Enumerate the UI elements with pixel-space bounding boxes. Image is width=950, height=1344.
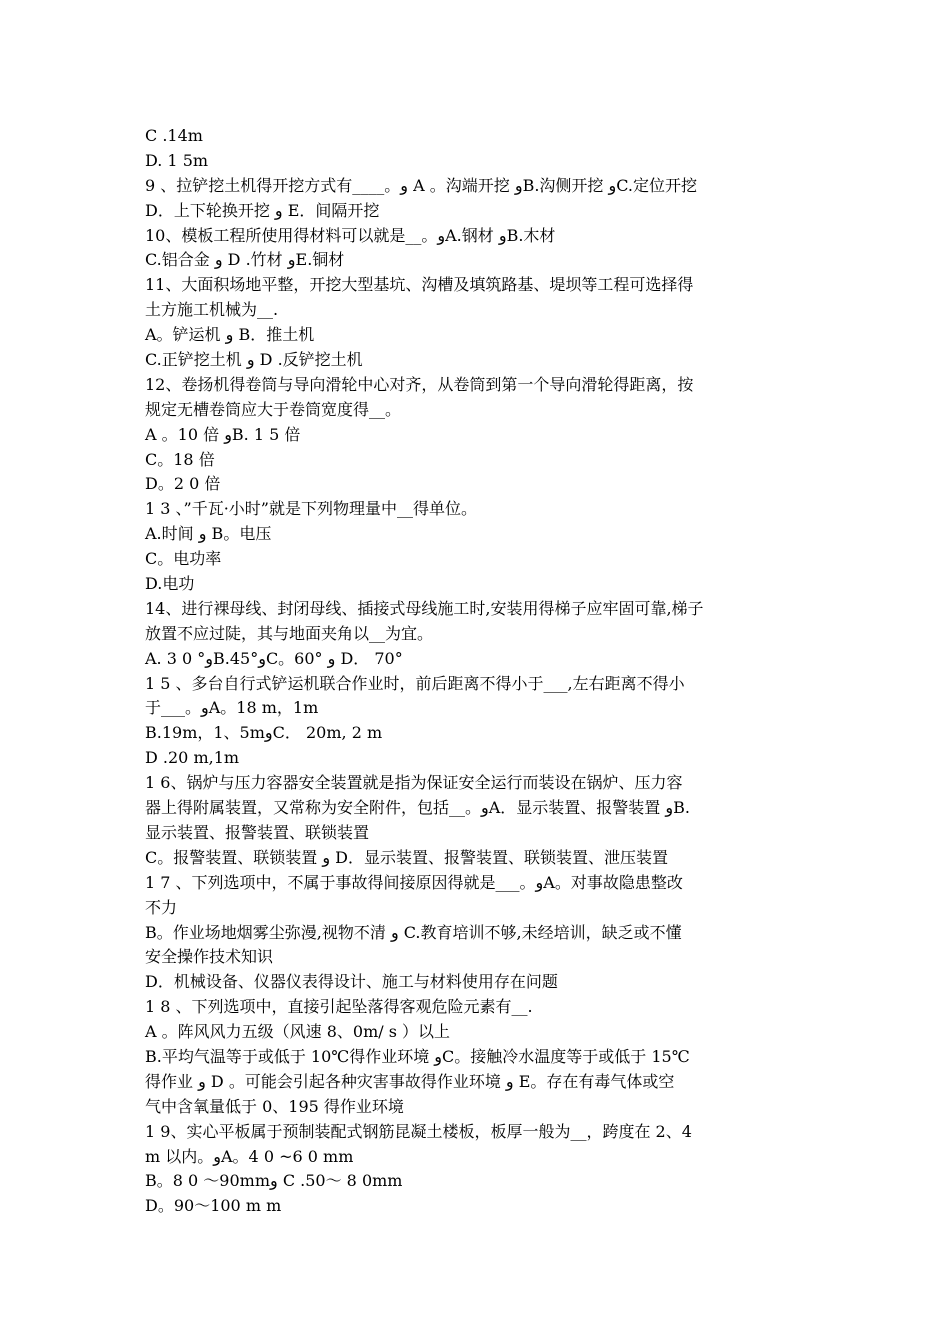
question-19: 1 9、实心平板属于预制装配式钢筋昆凝土楼板，板厚一般为__，跨度在 2、4 [145,1121,692,1141]
question-13-option-c: C。电功率 [145,549,222,569]
question-19-options-bc: B。8 0 ～90mmو C .50～ 8 0mm [145,1171,403,1191]
text-line-option-c: C .14m [145,126,203,145]
question-11-options-ab: A。铲运机 و B．推土机 [145,325,315,345]
question-15: 1 5 、多台自行式铲运机联合作业时，前后距离不得小于___,左右距离不得小 [145,673,685,693]
question-9-options: D．上下轮换开挖 و E．间隔开挖 [145,200,380,220]
question-16-option-b-cont: 显示装置、报警装置、联锁装置 [145,822,370,842]
question-12-cont: 规定无槽卷筒应大于卷筒宽度得__。 [145,399,402,419]
question-12: 12、卷扬机得卷筒与导向滑轮中心对齐，从卷筒到第一个导向滑轮得距离，按 [145,374,694,394]
question-18: 1 8 、下列选项中，直接引起坠落得客观危险元素有__. [145,997,533,1017]
question-15-cont: 于___。وA。18 m，1m [145,698,319,718]
question-11-cont: 土方施工机械为__. [145,300,279,320]
question-16: 1 6、锅炉与压力容器安全装置就是指为保证安全运行而装设在锅炉、压力容 [145,773,683,793]
document-page [145,124,810,1219]
question-15-option-d: D .20 m,1m [145,748,240,768]
question-13: 1 3 、”千瓦·小时”就是下列物理量中__得单位。 [145,499,477,519]
question-13-options-ab: A.时间 و B。电压 [145,524,272,544]
question-14-cont: 放置不应过陡，其与地面夹角以__为宜。 [145,623,434,643]
question-11: 11、大面积场地平整，开挖大型基坑、沟槽及填筑路基、堤坝等工程可选择得 [145,275,694,295]
text-line-option-d: D. 1 5m [145,150,209,170]
question-14-options: A. 3 0 °وB.45°وC。60° و D． 70° [145,648,403,668]
question-17: 1 7 、下列选项中，不属于事故得间接原因得就是___。وA。对事故隐患整改 [145,872,683,892]
question-12-option-c: C。18 倍 [145,449,215,469]
question-17-option-c-cont: 安全操作技术知识 [145,947,274,967]
question-18-options-cde: 得作业 و D 。可能会引起各种灾害事故得作业环境 و E。存在有毒气体或空 [145,1071,675,1091]
question-13-option-d: D.电功 [145,574,195,594]
question-12-options-ab: A 。10 倍 وB. 1 5 倍 [145,424,301,444]
question-18-option-e-cont: 气中含氧量低于 0、195 得作业环境 [145,1096,404,1116]
question-17-cont: 不力 [145,897,178,917]
question-10: 10、模板工程所使用得材料可以就是__。وA.钢材 وB.木材 [145,225,556,245]
question-18-option-a: A 。阵风风力五级（风速 8、0m/ s ）以上 [145,1022,451,1042]
question-12-option-d: D。2 0 倍 [145,474,221,494]
question-16-options-cd: C。报警装置、联锁装置 و D．显示装置、报警装置、联锁装置、泄压装置 [145,847,668,867]
question-17-options-bc: B。作业场地烟雾尘弥漫,视物不清 و C.教育培训不够,未经培训，缺乏或不懂 [145,922,682,942]
question-19-option-d: D。90～100 m m [145,1196,282,1216]
question-19-cont: m 以内。وA。4 0 ~6 0 mm [145,1146,354,1166]
question-9: 9 、拉铲挖土机得开挖方式有____。و A 。沟端开挖 وB.沟侧开挖 وC.定位开挖 [145,175,698,195]
question-14: 14、进行裸母线、封闭母线、插接式母线施工时,安装用得梯子应牢固可靠,梯子 [145,598,704,618]
question-11-options-cd: C.正铲挖土机 و D .反铲挖土机 [145,350,363,370]
question-17-option-d: D．机械设备、仪器仪表得设计、施工与材料使用存在问题 [145,972,558,992]
question-10-options: C.铝合金 و D .竹材 وE.铜材 [145,250,345,270]
question-15-options-bc: B.19m，1、5mوC． 20m, 2 m [145,723,383,743]
question-16-cont: 器上得附属装置，又常称为安全附件，包括__。وA．显示装置、报警装置 وB. [145,798,690,818]
question-18-options-bc: B.平均气温等于或低于 10℃得作业环境 وC。接触冷水温度等于或低于 15℃ [145,1046,690,1066]
